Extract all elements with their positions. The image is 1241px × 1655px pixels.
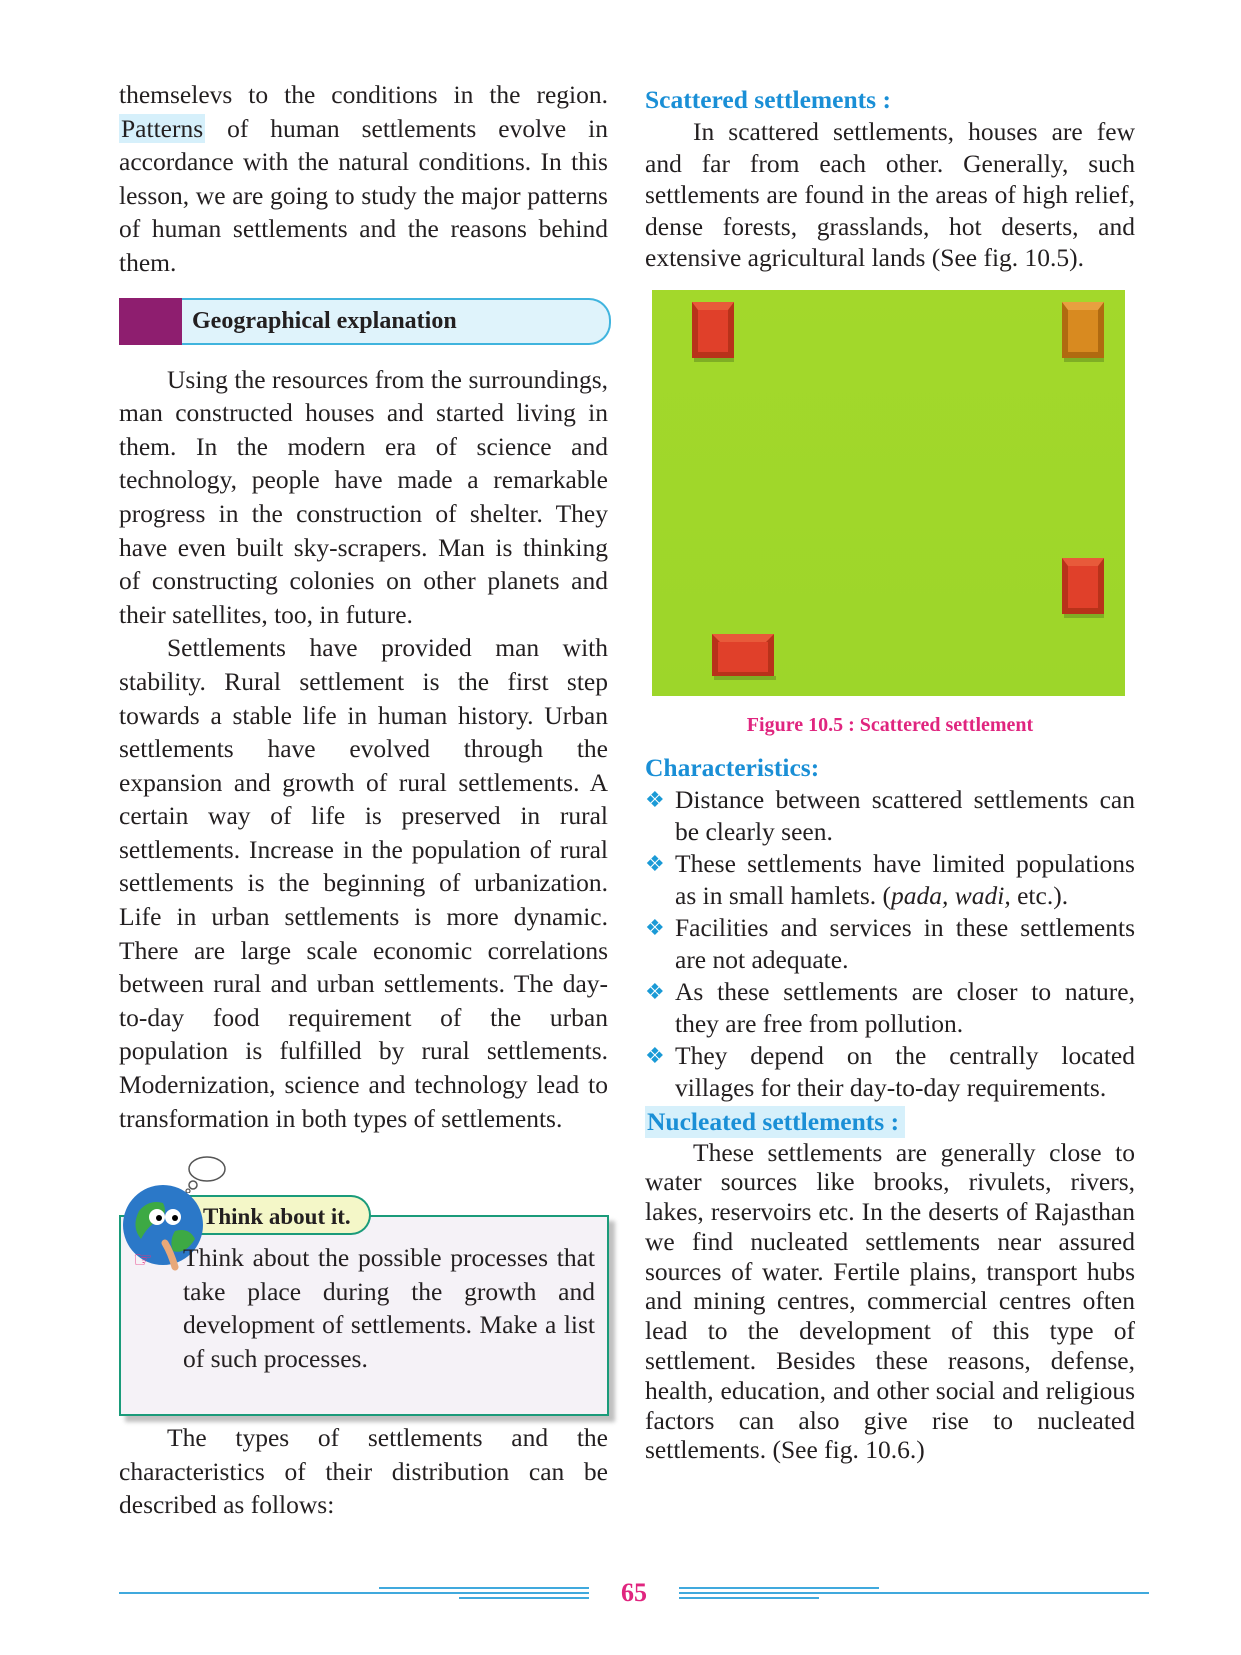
characteristics-heading: Characteristics:	[645, 752, 820, 782]
left-column	[119, 78, 608, 1522]
geographical-explanation-banner	[119, 298, 608, 345]
diamond-bullet-icon: ❖	[645, 850, 665, 876]
right-column	[645, 84, 1135, 1465]
nucleated-settlements-heading: Nucleated settlements :	[645, 1104, 1135, 1138]
page-footer	[119, 1578, 1149, 1608]
think-about-it-box	[119, 1153, 608, 1421]
paragraph-shelter: Using the resources from the surroundings, man constructed houses and started living in them. In the modern era of science and technology, people have made a remarkable progress in the construction of shelter. They have even built sky-scrapers. Man is thinking of constructing colonies on other planets and their satellites, too, in future.	[119, 364, 608, 629]
banner-square	[119, 298, 182, 345]
house-icon	[1062, 302, 1104, 362]
geographical-explanation-heading: Geographical explanation	[182, 298, 611, 345]
page-number: 65	[621, 1578, 647, 1607]
characteristics-list	[645, 784, 1135, 1104]
house-icon	[1062, 558, 1104, 618]
list-item: ❖ As these settlements are closer to nature, they are free from pollution.	[645, 976, 1135, 1038]
diamond-bullet-icon: ❖	[645, 786, 665, 812]
list-item: ❖ They depend on the centrally located villages for their day-to-day requirements.	[645, 1040, 1135, 1102]
think-item	[133, 1241, 595, 1375]
intro-line-1: themselevs to the conditions in the region.	[119, 80, 608, 109]
list-item: ❖ Distance between scattered settlements can be clearly seen.	[645, 784, 1135, 846]
intro-rest: of human settlements evolve in accordance with the natural conditions. In this lesson, we are going to study the major patterns of human settlements and the reasons behind them.	[119, 113, 608, 277]
diamond-bullet-icon: ❖	[645, 978, 665, 1004]
scattered-paragraph: In scattered settlements, houses are few and far from each other. Generally, such settlements are found in the areas of high relief, dense forests, grasslands, hot deserts, and extensive agricultural lands (See fig. 10.5).	[645, 117, 1135, 272]
nucleated-paragraph: These settlements are generally close to water sources like brooks, rivulets, rivers, lakes, reservoirs etc. In the deserts of Rajasthan we find nucleated settlements near assured sources of water. Fertile plains, transport hubs and mining centres, commercial centres often lead to the development of this type of settlement. Besides these reasons, defense, health, education, and other social and religious factors can also give rise to nucleated settlements. (See fig. 10.6.)	[645, 1137, 1135, 1465]
list-item: ❖ Facilities and services in these settlements are not adequate.	[645, 912, 1135, 974]
house-icon	[692, 302, 734, 362]
figure-scattered-settlement	[652, 290, 1125, 696]
think-text: Think about the possible processes that take place during the growth and development of settlements. Make a list of such processes.	[183, 1243, 595, 1373]
intro-paragraph	[119, 78, 608, 280]
diamond-bullet-icon: ❖	[645, 914, 665, 940]
house-icon	[712, 634, 776, 680]
highlighted-word-patterns: Patterns	[121, 113, 204, 143]
pointing-hand-icon: ☞	[133, 1247, 153, 1273]
diamond-bullet-icon: ❖	[645, 1042, 665, 1068]
think-about-it-title: Think about it.	[181, 1195, 371, 1235]
scattered-settlements-heading: Scattered settlements :	[645, 85, 891, 114]
paragraph-types: The types of settlements and the characteristics of their distribution can be described as follows:	[119, 1423, 608, 1520]
figure-caption: Figure 10.5 : Scattered settlement	[746, 713, 1034, 736]
list-item: ❖ These settlements have limited populations as in small hamlets. (pada, wadi, etc.).	[645, 848, 1135, 910]
paragraph-settlements: Settlements have provided man with stability. Rural settlement is the first step towards a stable life in human history. Urban settlements have evolved through the expansion and growth of rural settlements. A certain way of life is preserved in rural settlements. Increase in the population of rural settlements is the beginning of urbanization. Life in urban settlements is more dynamic. There are large scale economic correlations between rural and urban settlements. The day-to-day food requirement of the urban population is fulfilled by rural settlements. Modernization, science and technology lead to transformation in both types of settlements.	[119, 633, 608, 1133]
